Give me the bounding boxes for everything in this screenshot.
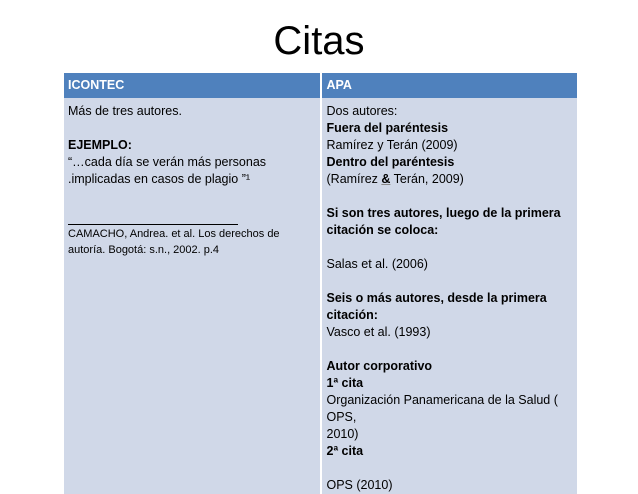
corporate-author-label: Autor corporativo [326,359,433,373]
ampersand: & [381,172,391,186]
outside-parenthesis-label: Fuera del paréntesis [326,121,449,135]
apa-cell [321,98,578,494]
icontec-intro: Más de tres autores. [68,104,182,118]
outside-parenthesis-example: Ramírez y Terán (2009) [326,138,458,152]
page-title: Citas [273,19,365,63]
inside-prefix: (Ramírez [326,172,382,186]
six-authors-example: Vasco et al. (1993) [326,325,431,339]
first-cite-line-2: 2010) [326,427,359,441]
two-authors-label: Dos autores: [326,104,398,118]
icontec-cell [64,98,321,494]
three-authors-line-1: Si son tres autores, luego de la primera [326,206,561,220]
table-row [64,98,577,494]
citations-table [64,73,577,494]
six-authors-line-2: citación: [326,308,378,322]
footnote-divider [68,210,238,225]
first-cite-line-1: Organización Panamericana de la Salud ( OPS, [326,393,558,424]
three-authors-line-2: citación se coloca: [326,223,439,237]
header-apa: APA [321,73,578,98]
footnote-line-1: CAMACHO, Andrea. et al. Los derechos de [68,228,280,240]
inside-suffix: Terán, 2009) [390,172,464,186]
six-authors-line-1: Seis o más autores, desde la primera [326,291,547,305]
example-label: EJEMPLO: [68,138,132,152]
second-cite-label: 2ª cita [326,444,364,458]
second-cite-example: OPS (2010) [326,478,393,492]
three-authors-example: Salas et al. (2006) [326,257,428,271]
table-header-row [64,73,577,98]
quote-line-2: .implicadas en casos de plagio ”¹ [68,172,251,186]
first-cite-label: 1ª cita [326,376,364,390]
inside-parenthesis-label: Dentro del paréntesis [326,155,455,169]
header-icontec: ICONTEC [64,73,321,98]
quote-line-1: “…cada día se verán más personas [68,155,267,169]
inside-parenthesis-example [327,171,572,188]
footnote-line-2: autoría. Bogotá: s.n., 2002. p.4 [68,244,220,256]
